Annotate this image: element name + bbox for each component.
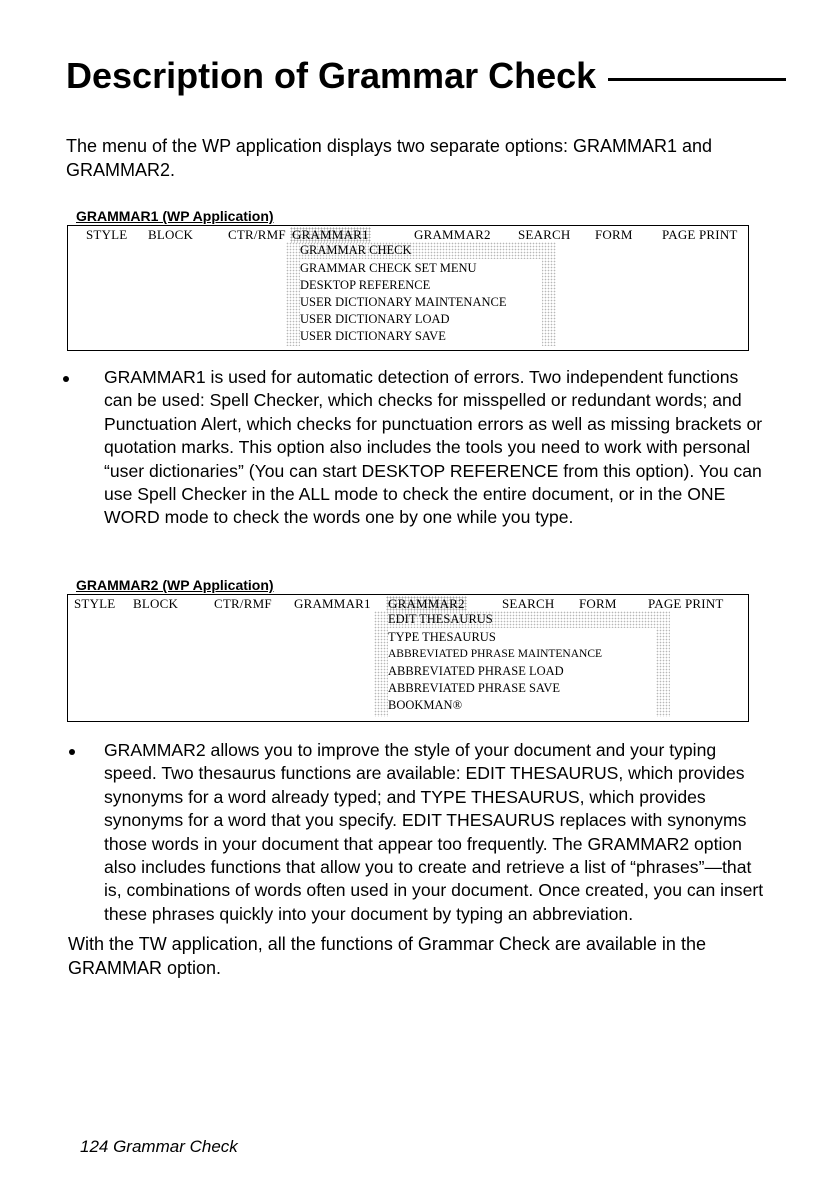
dropdown-item-grammar-check-set-menu[interactable]: GRAMMAR CHECK SET MENU [300, 261, 477, 275]
grammar2-description: GRAMMAR2 allows you to improve the style of your document and your typing speed. Two thesaurus functions are available: EDIT THESAURUS, which provides synonyms for a word already typed; and TYPE THESAURUS, which provides synonyms for a word that you specify. EDIT THESAURUS replaces with synonyms those words in your document that appear too frequently. The GRAMMAR2 option also includes functions that allow you to create and retrieve a list of “phrases”—that is, combinations of words often used in your document. Once created, you can insert these phrases quickly into your document by typing an abbreviation. [104, 740, 764, 924]
dropdown-item-edit-thesaurus[interactable]: EDIT THESAURUS [388, 612, 493, 626]
menu-form[interactable]: FORM [579, 596, 617, 611]
menu-ctr-rmf[interactable]: CTR/RMF [228, 227, 286, 242]
bullet-dot [63, 376, 69, 382]
menu-ctr-rmf[interactable]: CTR/RMF [214, 596, 272, 611]
dropdown-item-grammar-check[interactable]: GRAMMAR CHECK [300, 243, 412, 257]
dropdown-item-user-dictionary-load[interactable]: USER DICTIONARY LOAD [300, 312, 450, 326]
dropdown-item-abbreviated-phrase-save[interactable]: ABBREVIATED PHRASE SAVE [388, 681, 561, 695]
menu-grammar2[interactable]: GRAMMAR2 [388, 596, 465, 611]
menu-style[interactable]: STYLE [86, 227, 128, 242]
grammar1-menubar [68, 226, 748, 242]
menu-block[interactable]: BLOCK [148, 227, 194, 242]
dropdown-item-desktop-reference[interactable]: DESKTOP REFERENCE [300, 278, 431, 292]
menu-form[interactable]: FORM [595, 227, 633, 242]
menu-style[interactable]: STYLE [74, 596, 116, 611]
grammar1-menu-screenshot [67, 225, 749, 351]
menu-page-print[interactable]: PAGE PRINT [662, 227, 738, 242]
grammar2-heading: GRAMMAR2 (WP Application) [76, 577, 274, 593]
menu-grammar2[interactable]: GRAMMAR2 [414, 227, 491, 242]
closing-paragraph: With the TW application, all the functions of Grammar Check are available in the GRAMMAR option. [68, 934, 706, 978]
title-rule [608, 78, 786, 81]
dropdown-item-abbreviated-phrase-maintenance[interactable]: ABBREVIATED PHRASE MAINTENANCE [388, 648, 603, 660]
menu-grammar1[interactable]: GRAMMAR1 [294, 596, 371, 611]
grammar1-description: GRAMMAR1 is used for automatic detection of errors. Two independent functions can be used: Spell Checker, which checks for misspelled or redundant words; and Punctuation Alert, which checks for punctuation errors as well as missing brackets or quotation marks. This option also includes the tools you need to work with personal “user dictionaries” (You can start DESKTOP REFERENCE from this option). You can use Spell Checker in the ALL mode to check the entire document, or in the ONE WORD mode to check the words one by one while you type. [104, 367, 763, 528]
page-title-text: Description of Grammar Check [66, 55, 597, 96]
dropdown-item-type-thesaurus[interactable]: TYPE THESAURUS [388, 630, 496, 644]
menu-search[interactable]: SEARCH [502, 596, 555, 611]
grammar2-menubar [68, 595, 748, 611]
grammar1-heading: GRAMMAR1 (WP Application) [76, 208, 274, 224]
menu-grammar1[interactable]: GRAMMAR1 [292, 227, 369, 242]
dropdown-item-user-dictionary-save[interactable]: USER DICTIONARY SAVE [300, 329, 446, 343]
intro-paragraph: The menu of the WP application displays two separate options: GRAMMAR1 and GRAMMAR2. [66, 136, 712, 180]
grammar2-dropdown [374, 611, 670, 717]
page-title [66, 52, 786, 100]
dropdown-item-bookman[interactable]: BOOKMAN® [388, 698, 463, 712]
menu-page-print[interactable]: PAGE PRINT [648, 596, 724, 611]
dropdown-item-abbreviated-phrase-load[interactable]: ABBREVIATED PHRASE LOAD [388, 664, 564, 678]
bullet-dot [69, 749, 75, 755]
menu-search[interactable]: SEARCH [518, 227, 571, 242]
page-footer: 124 Grammar Check [80, 1137, 238, 1156]
grammar1-dropdown [286, 242, 556, 346]
grammar2-menu-screenshot [67, 594, 749, 722]
menu-block[interactable]: BLOCK [133, 596, 179, 611]
dropdown-item-user-dictionary-maintenance[interactable]: USER DICTIONARY MAINTENANCE [300, 295, 507, 309]
